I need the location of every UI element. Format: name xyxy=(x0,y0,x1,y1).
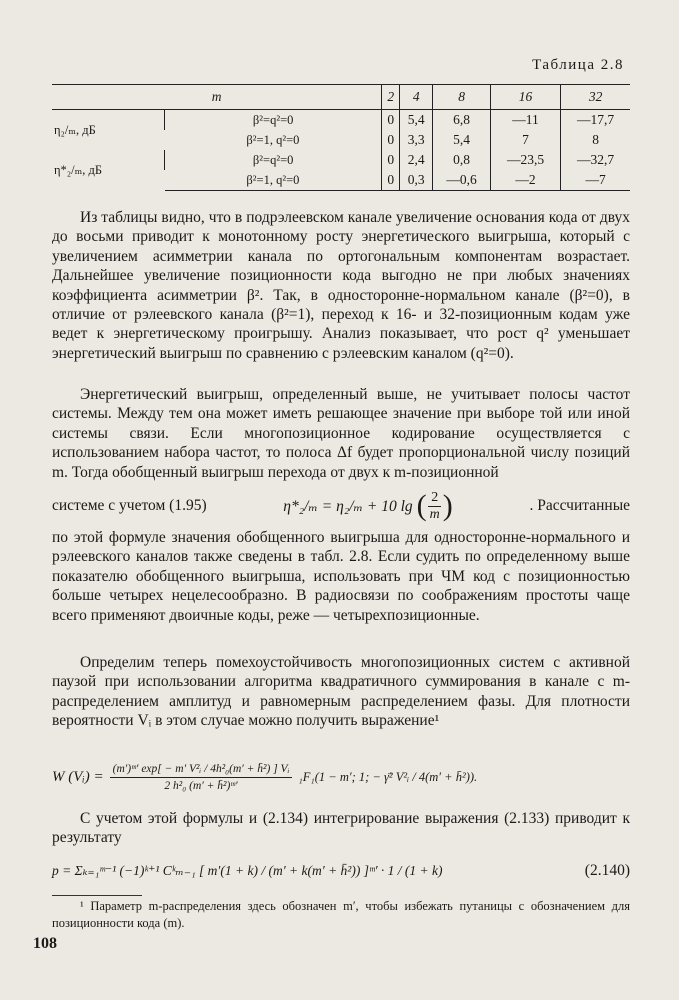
equation-w xyxy=(52,748,630,806)
table-cell: 0,3 xyxy=(400,170,433,191)
inline-formula-line: системе с учетом (1.95) η*₂/ₘ = η₂/ₘ + 10 lg ( $\frac{2}{m}$ ) . Рассчитанные xyxy=(52,489,630,522)
table-cell: 3,3 xyxy=(400,130,433,150)
row-label-eta-star: η*₂/ₘ, дБ xyxy=(54,163,103,178)
eq-w-tail: ₁F₁(1 − m′; 1; − γ̄² V²ᵢ / 4(m′ + h̄²)). xyxy=(298,769,478,784)
table-cell: 2,4 xyxy=(400,150,433,170)
header-m-16: 16 xyxy=(490,85,560,110)
table-cell: 7 xyxy=(490,130,560,150)
eq-p-body: p = Σₖ₌₁ᵐ⁻¹ (−1)ᵏ⁺¹ Cᵏₘ₋₁ [ m′(1 + k) / (m′ + k(m′ + h̄²)) ]ᵐ′ · 1 / (1 + k) xyxy=(52,863,443,878)
eq-w-fraction xyxy=(110,761,293,794)
table-cell: —7 xyxy=(561,170,630,191)
eq-w-lhs: W (Vᵢ) = xyxy=(52,768,104,785)
table-cell: 6,8 xyxy=(433,110,491,131)
table-cell: —11 xyxy=(490,110,560,131)
table-cell: —2 xyxy=(490,170,560,191)
footnote-rule xyxy=(52,895,142,896)
paragraph-result-intro: С учетом этой формулы и (2.134) интегрирование выражения (2.133) приводит к результату xyxy=(52,810,630,847)
header-m-4: 4 xyxy=(400,85,433,110)
table-cell: 5,4 xyxy=(400,110,433,131)
header-m-8: 8 xyxy=(433,85,491,110)
formula-line-end: . Рассчитанные xyxy=(529,497,630,514)
table-caption: Таблица 2.8 xyxy=(532,57,624,73)
paragraph-summary: по этой формуле значения обобщенного выигрыша для односторонне-нормального и рэлеевского каналов также сведены в табл. 2.8. Если судить по определенному выше показателю обобщенного выигрыша, использовать при ЧМ код с позиционностью больше четырех нецелесообразно. В радиосвязи по соображениям простоты чаще всего применяют двоичные коды, реже — четырехпозиционные. xyxy=(52,529,630,624)
eq-w-denominator: 2 h²₀ (m′ + h̄²)ᵐ′ xyxy=(164,779,238,792)
row-condition: β²=q²=0 xyxy=(165,150,382,170)
table-cell: 8 xyxy=(561,130,630,150)
header-m: m xyxy=(52,85,382,110)
row-condition: β²=1, q²=0 xyxy=(165,170,382,191)
table-cell: 0 xyxy=(382,170,400,191)
page-number: 108 xyxy=(33,935,57,952)
table-cell: 0,8 xyxy=(433,150,491,170)
header-m-32: 32 xyxy=(561,85,630,110)
table-cell: 0 xyxy=(382,150,400,170)
table-cell: —17,7 xyxy=(561,110,630,131)
table-cell: 0 xyxy=(382,130,400,150)
formula-line-start: системе с учетом (1.95) xyxy=(52,497,207,514)
equation-2-140 xyxy=(52,850,630,892)
generalized-gain-formula: η*₂/ₘ = η₂/ₘ + 10 lg xyxy=(283,497,413,515)
row-condition: β²=1, q²=0 xyxy=(246,133,300,147)
table-cell: —0,6 xyxy=(433,170,491,191)
footnote: ¹ Параметр m-распределения здесь обозначен m′, чтобы избежать путаницы с обозначением для позиционности кода (m). xyxy=(52,899,630,930)
eq-w-numerator: (m′)ᵐ′ exp[ − m′ V²ᵢ / 4h²₀(m′ + h̄²) ] Vᵢ xyxy=(110,761,293,778)
table-cell: 0 xyxy=(382,110,400,131)
eq-number: (2.140) xyxy=(584,862,630,879)
paragraph-noise-immunity: Определим теперь помехоустойчивость многопозиционных систем с активной паузой при использовании алгоритма квадратичного суммирования в канале с m-распределением амплитуд и равномерным распределением фазы. Для плотности вероятности Vᵢ в этом случае можно получить выражение¹ xyxy=(52,654,630,730)
table-cell: 5,4 xyxy=(433,130,491,150)
row-label-eta: η₂/ₘ, дБ xyxy=(54,123,96,137)
results-table xyxy=(52,84,630,191)
paragraph-bandwidth: Энергетический выигрыш, определенный выше, не учитывает полосы частот системы. Между тем она может иметь решающее значение при выборе той или иной системы связи. Если многопозиционное кодирование осуществляется с использованием набора частот, то полоса Δf будет пропорциональной числу позиций m. Тогда обобщенный выигрыш перехода от двух к m-позиционной xyxy=(52,386,630,481)
row-condition: β²=q²=0 xyxy=(165,110,382,131)
table-cell: —23,5 xyxy=(490,150,560,170)
paragraph-table-analysis: Из таблицы видно, что в подрэлеевском канале увеличение основания кода от двух до восьми приводит к монотонному росту энергетического выигрыша, который с увеличением асимметрии канала по ортогональным компонентам возрастает. Дальнейшее увеличение позиционности кода выгодно не при любых значениях коэффициента асимметрии β². Так, в односторонне-нормальном канале (β²=0), в отличие от рэлеевского канала (β²=1), переход к 16- и 32-позиционным кодам уже ведет к энергетическому проигрышу. Анализ показывает, что рост q² уменьшает энергетический выигрыш по сравнению с рэлеевским каналом (q²=0). xyxy=(52,209,630,362)
table-cell: —32,7 xyxy=(561,150,630,170)
header-m-2: 2 xyxy=(382,85,400,110)
